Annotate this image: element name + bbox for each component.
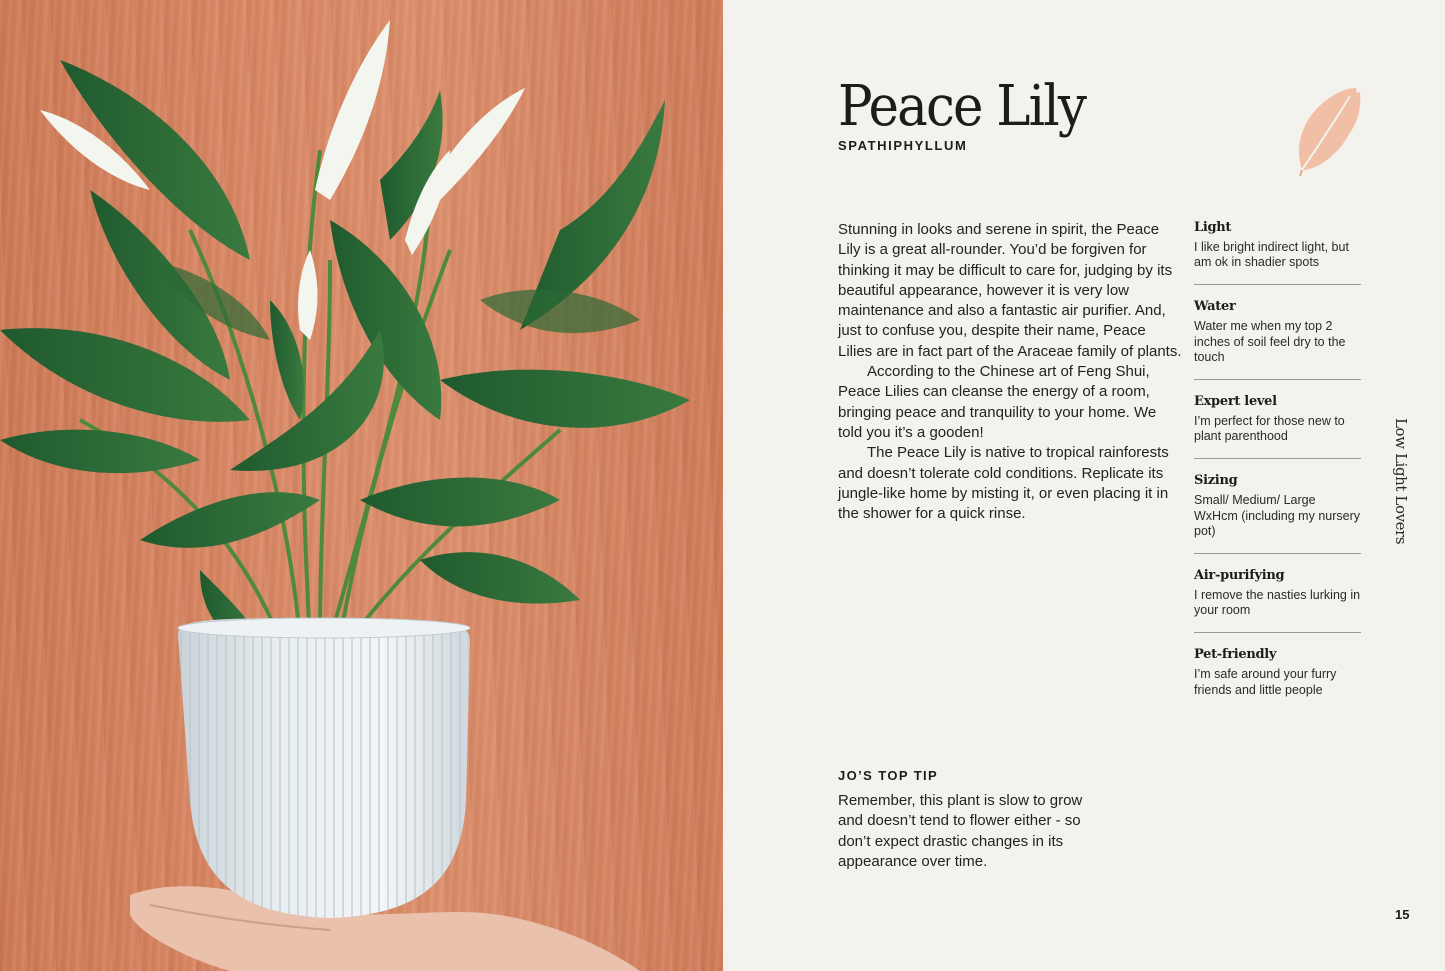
care-text: Water me when my top 2 inches of soil feel dry to the touch [1194, 319, 1346, 364]
botanical-name: SPATHIPHYLLUM [838, 138, 968, 153]
care-text: I’m perfect for those new to plant parenthood [1194, 414, 1345, 444]
care-text: I like bright indirect light, but am ok in shadier spots [1194, 240, 1349, 270]
care-item-expert-level [1194, 394, 1361, 459]
care-sidebar [1194, 220, 1361, 726]
care-item-air-purifying [1194, 568, 1361, 633]
care-label: Air-purifying [1194, 568, 1285, 584]
leaf-icon [1290, 86, 1370, 176]
paragraph: According to the Chinese art of Feng Shui, Peace Lilies can cleanse the energy of a room, bringing peace and tranquility to your home. We told you it’s a gooden! [838, 363, 1157, 441]
care-item-light [1194, 220, 1361, 285]
tip-heading: JO’S TOP TIP [838, 768, 939, 783]
care-item-pet-friendly [1194, 647, 1361, 711]
care-text: I’m safe around your furry friends and little people [1194, 667, 1337, 697]
paragraph: Stunning in looks and serene in spirit, the Peace Lily is a great all-rounder. You’d be forgiven for thinking it may be difficult to care for, judging by its beautiful appearance, however it is very low maintenance and also a fantastic air purifier. And, just to confuse you, despite their name, Peace Lilies are in fact part of the Araceae family of plants. [838, 221, 1182, 360]
care-label: Water [1194, 299, 1236, 315]
care-label: Light [1194, 220, 1232, 235]
care-text: Small/ Medium/ Large WxHcm (including my nursery pot) [1194, 493, 1361, 538]
tip-text: Remember, this plant is slow to grow and doesn’t tend to flower either - so don’t expect drastic changes in its appearance over time. [838, 792, 1083, 870]
care-text: I remove the nasties lurking in your room [1194, 588, 1361, 618]
care-item-water [1194, 299, 1361, 380]
page-title: Peace Lily [838, 74, 1086, 139]
care-item-sizing [1194, 473, 1361, 554]
paragraph: The Peace Lily is native to tropical rainforests and doesn’t tolerate cold conditions. Replicate its jungle-like home by misting it, or even placing it in the shower for a quick rinse. [838, 444, 1169, 523]
care-label: Pet-friendly [1194, 647, 1277, 663]
care-label: Expert level [1194, 394, 1277, 410]
page-number: 15 [1395, 907, 1410, 922]
description [838, 220, 1184, 524]
care-label: Sizing [1194, 473, 1238, 489]
section-label: Low Light Lovers [1392, 418, 1410, 545]
